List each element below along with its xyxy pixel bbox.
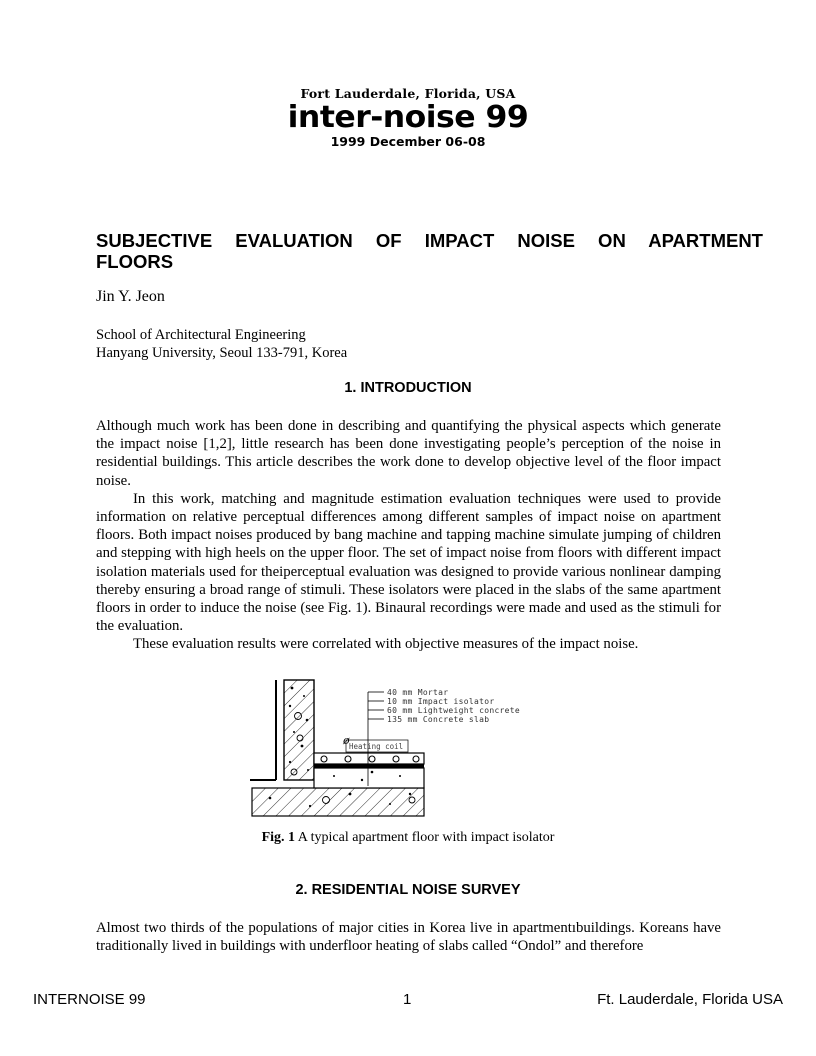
layer-label: 60 mm Lightweight concrete (387, 706, 521, 715)
section-heading-survey: 2. RESIDENTIAL NOISE SURVEY (295, 882, 521, 898)
layer-label: 10 mm Impact isolator (387, 697, 495, 706)
page-number: 1 (403, 991, 412, 1008)
intro-paragraph-3: These evaluation results were correlated with objective measures of the impact noise. (133, 636, 639, 653)
footer-conference: INTERNOISE 99 (33, 991, 146, 1008)
affiliation-line-1: School of Architectural Engineering (96, 327, 306, 343)
intro-paragraph-2: In this work, matching and magnitude estimation evaluation techniques were used to provide information on relative perceptual differences among different samples of impact noise on apartment floors. Both impact noises produced by bang machine and tapping machine simulate jumping of children and stepping with high heels on the upper floor. The set of impact noise from floors with different impact isolation materials used for theiperceptual evaluation was designed to provide various nonlinear damping thereby ensuring a broad range of stimuli. These isolators were placed in the slabs of the same apartment floors in order to induce the noise (see Fig. 1). Binaural recordings were made and used as the stimuli for the evaluation. (96, 490, 721, 635)
wall-concrete (284, 680, 314, 780)
lightweight-concrete-layer (314, 768, 424, 788)
pointer-mark: ø (343, 734, 350, 747)
conference-dates: 1999 December 06-08 (330, 134, 486, 149)
author-name: Jin Y. Jeon (96, 288, 165, 305)
layer-label: 40 mm Mortar (387, 688, 449, 697)
paper-title (96, 230, 763, 272)
figure-caption-text: A typical apartment floor with impact isolator (295, 830, 555, 845)
title-line-2: FLOORS (96, 251, 174, 272)
introduction-body (96, 417, 721, 654)
section-heading-introduction: 1. INTRODUCTION (344, 380, 472, 396)
affiliation-line-2: Hanyang University, Seoul 133-791, Korea (96, 345, 348, 361)
concrete-slab (252, 788, 424, 816)
conference-location: Fort Lauderdale, Florida, USA (300, 86, 516, 101)
footer-location: Ft. Lauderdale, Florida USA (597, 991, 783, 1008)
intro-paragraph-1: Although much work has been done in describing and quantifying the physical aspects which generate the impact noise [1,2], little research has been done investigating people’s perception of the noise in residential buildings. This article describes the work done to develop objective level of the floor impact noise. (96, 418, 721, 489)
conference-logo: inter-noise 99 (287, 100, 529, 135)
survey-paragraph-1: Almost two thirds of the populations of major cities in Korea live in apartmentıbuildings. Koreans have traditionally lived in buildings with underfloor heating of slabs called “Ondol” and therefore (96, 920, 721, 955)
figure-caption (0, 830, 816, 846)
survey-body (96, 919, 721, 955)
conference-header (0, 86, 816, 149)
layer-label: 135 mm Concrete slab (387, 715, 490, 724)
figure-caption-number: Fig. 1 (261, 830, 296, 845)
author-affiliation (96, 326, 347, 362)
floor-section-diagram (250, 676, 540, 822)
title-line-1: SUBJECTIVE EVALUATION OF IMPACT NOISE ON APARTMENT (96, 230, 763, 251)
heating-coil-label: Heating coil (349, 742, 404, 751)
